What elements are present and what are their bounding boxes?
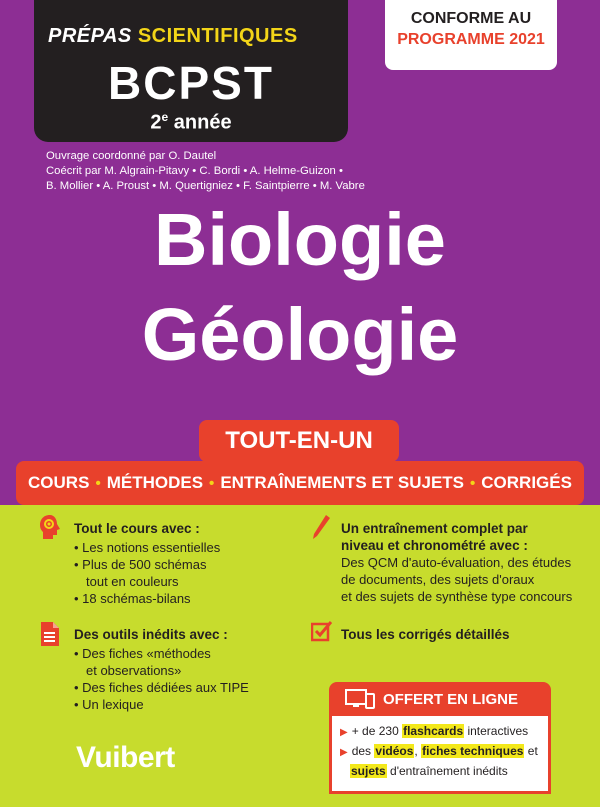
play-arrow-icon: ▶ <box>340 747 348 758</box>
online-tab <box>329 682 551 716</box>
authors-line2: Coécrit par M. Algrain-Pitavy • C. Bordi • A. Helme-Guizon • <box>46 165 343 177</box>
entrainement-line: de documents, des sujets d'oraux <box>341 572 535 587</box>
strip-separator: • <box>209 474 215 492</box>
cours-section <box>74 520 220 607</box>
list-item: • Des fiches «méthodes <box>74 645 249 662</box>
badge-line2: PROGRAMME 2021 <box>397 31 545 48</box>
series-label <box>48 25 298 48</box>
list-item: • Plus de 500 schémas <box>74 556 220 573</box>
entrainement-line: Des QCM d'auto-évaluation, des études <box>341 555 572 570</box>
badge-line1: CONFORME AU <box>410 10 532 27</box>
authors-line3: B. Mollier • A. Proust • M. Quertigniez • F. Saintpierre • M. Vabre <box>46 180 365 192</box>
corriges-heading: Tous les corrigés détaillés <box>341 627 510 642</box>
cours-heading: Tout le cours avec : <box>74 521 200 536</box>
series-prepas: PRÉPAS <box>48 25 132 47</box>
outils-heading: Des outils inédits avec : <box>74 627 228 642</box>
outils-section <box>74 626 249 713</box>
strip-entrainements: ENTRAÎNEMENTS ET SUJETS <box>220 473 465 492</box>
entrainement-heading-1: Un entraînement complet par <box>341 521 528 536</box>
content-strip <box>16 461 584 505</box>
series-scientifiques: SCIENTIFIQUES <box>137 25 298 47</box>
play-arrow-icon: ▶ <box>340 727 348 738</box>
checkbox-icon <box>311 620 333 642</box>
document-icon <box>40 621 60 647</box>
online-line-1: ▶ + de 230 flashcards interactives <box>340 724 529 738</box>
list-item: • Un lexique <box>74 696 249 713</box>
list-item: • 18 schémas-bilans <box>74 590 220 607</box>
strip-corriges: CORRIGÉS <box>481 473 572 492</box>
authors-line1: Ouvrage coordonné par O. Dautel <box>46 150 217 162</box>
publisher-logo: Vuibert <box>76 741 175 774</box>
corriges-section <box>341 626 510 643</box>
year-label: 2e année <box>150 110 232 134</box>
online-line-3: sujets d'entraînement inédits <box>351 764 508 778</box>
strip-cours: COURS <box>28 473 90 492</box>
programme-badge <box>385 0 557 70</box>
online-title: OFFERT EN LIGNE <box>383 690 518 708</box>
title-geologie: Géologie <box>141 293 459 376</box>
level-title: BCPST <box>108 57 274 109</box>
strip-separator: • <box>470 474 476 492</box>
list-item-continued: tout en couleurs <box>86 574 179 589</box>
authors <box>46 149 566 194</box>
entrainement-heading-2: niveau et chronométré avec : <box>341 538 528 553</box>
title-biologie: Biologie <box>154 198 446 281</box>
format-label: TOUT-EN-UN <box>199 420 399 462</box>
list-item-continued: et observations» <box>86 663 182 678</box>
list-item: • Des fiches dédiées aux TIPE <box>74 679 249 696</box>
entrainement-section <box>341 520 572 605</box>
strip-methodes: MÉTHODES <box>106 473 204 492</box>
series-block <box>34 0 348 142</box>
list-item: • Les notions essentielles <box>74 539 220 556</box>
entrainement-line: et des sujets de synthèse type concours <box>341 589 573 604</box>
online-line-2: ▶ des vidéos, fiches techniques et <box>340 744 538 758</box>
brain-gear-icon <box>38 514 62 540</box>
pen-icon <box>311 514 331 540</box>
devices-icon <box>345 689 375 709</box>
strip-separator: • <box>95 474 101 492</box>
online-content <box>329 716 551 794</box>
